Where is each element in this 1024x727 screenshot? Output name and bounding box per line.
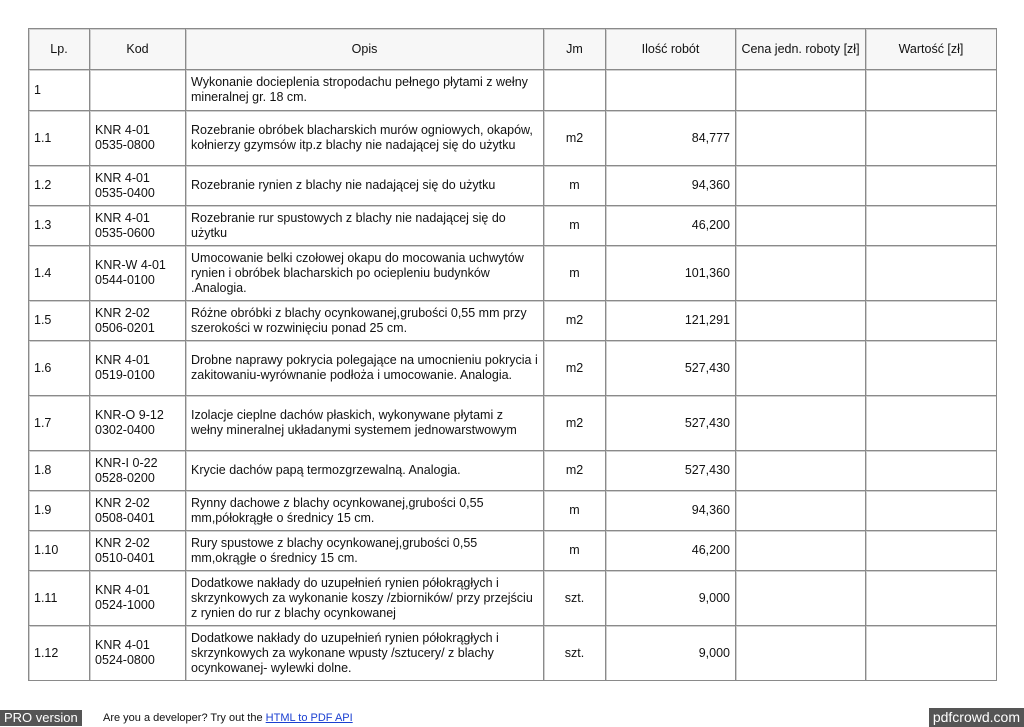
cell-jm: m2 [544,341,606,396]
cell-jm: m [544,166,606,206]
pro-version-badge: PRO version [0,710,82,726]
cell-cena [736,626,866,681]
header-cena: Cena jedn. roboty [zł] [736,28,866,70]
cell-opis: Wykonanie docieplenia stropodachu pełnego płytami z wełny mineralnej gr. 18 cm. [186,70,544,111]
header-kod: Kod [90,28,186,70]
cell-cena [736,111,866,166]
cell-opis: Rury spustowe z blachy ocynkowanej,grubości 0,55 mm,okrągłe o średnicy 15 cm. [186,531,544,571]
cell-ilosc: 84,777 [606,111,736,166]
cell-opis: Różne obróbki z blachy ocynkowanej,grubości 0,55 mm przy szerokości w rozwinięciu ponad 25 cm. [186,301,544,341]
cell-wartosc [866,246,997,301]
cell-wartosc [866,70,997,111]
table-row [28,341,997,396]
header-lp: Lp. [28,28,90,70]
cell-kod [90,70,186,111]
cell-kod: KNR 2-02 0510-0401 [90,531,186,571]
cell-opis: Rozebranie rynien z blachy nie nadającej się do użytku [186,166,544,206]
cell-lp: 1.2 [28,166,90,206]
pdfcrowd-brand: pdfcrowd.com [929,708,1024,727]
cell-wartosc [866,111,997,166]
table-row [28,70,997,111]
cell-cena [736,491,866,531]
developer-note [103,712,353,725]
cell-jm [544,70,606,111]
header-wartosc: Wartość [zł] [866,28,997,70]
cell-kod: KNR-O 9-12 0302-0400 [90,396,186,451]
cell-ilosc: 46,200 [606,531,736,571]
cell-opis: Rynny dachowe z blachy ocynkowanej,grubości 0,55 mm,półokrągłe o średnicy 15 cm. [186,491,544,531]
cell-lp: 1.7 [28,396,90,451]
cell-cena [736,246,866,301]
header-opis: Opis [186,28,544,70]
cell-jm: m2 [544,301,606,341]
cell-ilosc: 527,430 [606,396,736,451]
cell-kod: KNR 4-01 0535-0600 [90,206,186,246]
cell-opis: Drobne naprawy pokrycia polegające na umocnieniu pokrycia i zakitowaniu-wyrównanie podłoża i umocowanie. Analogia. [186,341,544,396]
cell-ilosc: 94,360 [606,491,736,531]
cell-wartosc [866,491,997,531]
cell-lp: 1.9 [28,491,90,531]
cell-cena [736,70,866,111]
cell-lp: 1.5 [28,301,90,341]
cell-cena [736,206,866,246]
cell-kod: KNR 4-01 0535-0400 [90,166,186,206]
table-row [28,626,997,681]
cell-ilosc: 9,000 [606,571,736,626]
header-ilosc: Ilość robót [606,28,736,70]
cell-cena [736,166,866,206]
cell-jm: m2 [544,396,606,451]
cell-cena [736,301,866,341]
cell-cena [736,571,866,626]
cell-lp: 1.4 [28,246,90,301]
cell-kod: KNR 4-01 0524-1000 [90,571,186,626]
cell-ilosc: 46,200 [606,206,736,246]
cell-ilosc: 101,360 [606,246,736,301]
cell-kod: KNR 4-01 0519-0100 [90,341,186,396]
table-row [28,301,997,341]
cell-opis: Rozebranie obróbek blacharskich murów ogniowych, okapów, kołnierzy gzymsów itp.z blachy nie nadającej się do użytku [186,111,544,166]
table-row [28,111,997,166]
cell-kod: KNR 4-01 0524-0800 [90,626,186,681]
cell-jm: m [544,531,606,571]
cell-opis: Rozebranie rur spustowych z blachy nie nadającej się do użytku [186,206,544,246]
developer-text: Are you a developer? Try out the [103,712,263,724]
cell-ilosc: 94,360 [606,166,736,206]
cell-kod: KNR 4-01 0535-0800 [90,111,186,166]
header-row [28,28,997,70]
cell-ilosc: 9,000 [606,626,736,681]
table-row [28,531,997,571]
cell-jm: m [544,491,606,531]
cell-kod: KNR 2-02 0506-0201 [90,301,186,341]
cell-lp: 1.12 [28,626,90,681]
cell-wartosc [866,531,997,571]
cell-wartosc [866,301,997,341]
cell-jm: m2 [544,111,606,166]
cell-wartosc [866,341,997,396]
cell-wartosc [866,571,997,626]
pdf-footer [0,708,1024,727]
table-row [28,451,997,491]
cell-kod: KNR-W 4-01 0544-0100 [90,246,186,301]
cell-lp: 1.1 [28,111,90,166]
cell-lp: 1.6 [28,341,90,396]
cell-ilosc: 527,430 [606,341,736,396]
cell-jm: szt. [544,571,606,626]
table-row [28,246,997,301]
cell-wartosc [866,166,997,206]
cell-jm: m2 [544,451,606,491]
cell-ilosc: 121,291 [606,301,736,341]
cell-jm: szt. [544,626,606,681]
table-row [28,396,997,451]
cell-opis: Dodatkowe nakłady do uzupełnień rynien półokrągłych i skrzynkowych za wykonanie koszy /zbiorników/ przy przejściu z rynien do rur z blachy ocynkowanej [186,571,544,626]
cell-wartosc [866,396,997,451]
cell-wartosc [866,206,997,246]
cell-cena [736,451,866,491]
cell-lp: 1.10 [28,531,90,571]
cell-lp: 1 [28,70,90,111]
table-row [28,206,997,246]
table-row [28,571,997,626]
cell-ilosc [606,70,736,111]
cell-wartosc [866,451,997,491]
cell-lp: 1.11 [28,571,90,626]
html-to-pdf-api-link[interactable]: HTML to PDF API [265,712,353,724]
cell-lp: 1.8 [28,451,90,491]
table-row [28,491,997,531]
cell-opis: Krycie dachów papą termozgrzewalną. Analogia. [186,451,544,491]
table-row [28,166,997,206]
cell-ilosc: 527,430 [606,451,736,491]
header-jm: Jm [544,28,606,70]
cell-jm: m [544,206,606,246]
cell-kod: KNR-I 0-22 0528-0200 [90,451,186,491]
cell-jm: m [544,246,606,301]
cell-opis: Umocowanie belki czołowej okapu do mocowania uchwytów rynien i obróbek blacharskich po ociepleniu budynków .Analogia. [186,246,544,301]
cell-wartosc [866,626,997,681]
cell-kod: KNR 2-02 0508-0401 [90,491,186,531]
cell-opis: Dodatkowe nakłady do uzupełnień rynien półokrągłych i skrzynkowych za wykonane wpusty /sztucery/ z blachy ocynkowanej- wylewki dolne. [186,626,544,681]
cell-cena [736,341,866,396]
cell-lp: 1.3 [28,206,90,246]
cost-estimate-table [28,28,997,681]
cell-cena [736,396,866,451]
cell-opis: Izolacje cieplne dachów płaskich, wykonywane płytami z wełny mineralnej układanymi systemem jednowarstwowym [186,396,544,451]
cell-cena [736,531,866,571]
